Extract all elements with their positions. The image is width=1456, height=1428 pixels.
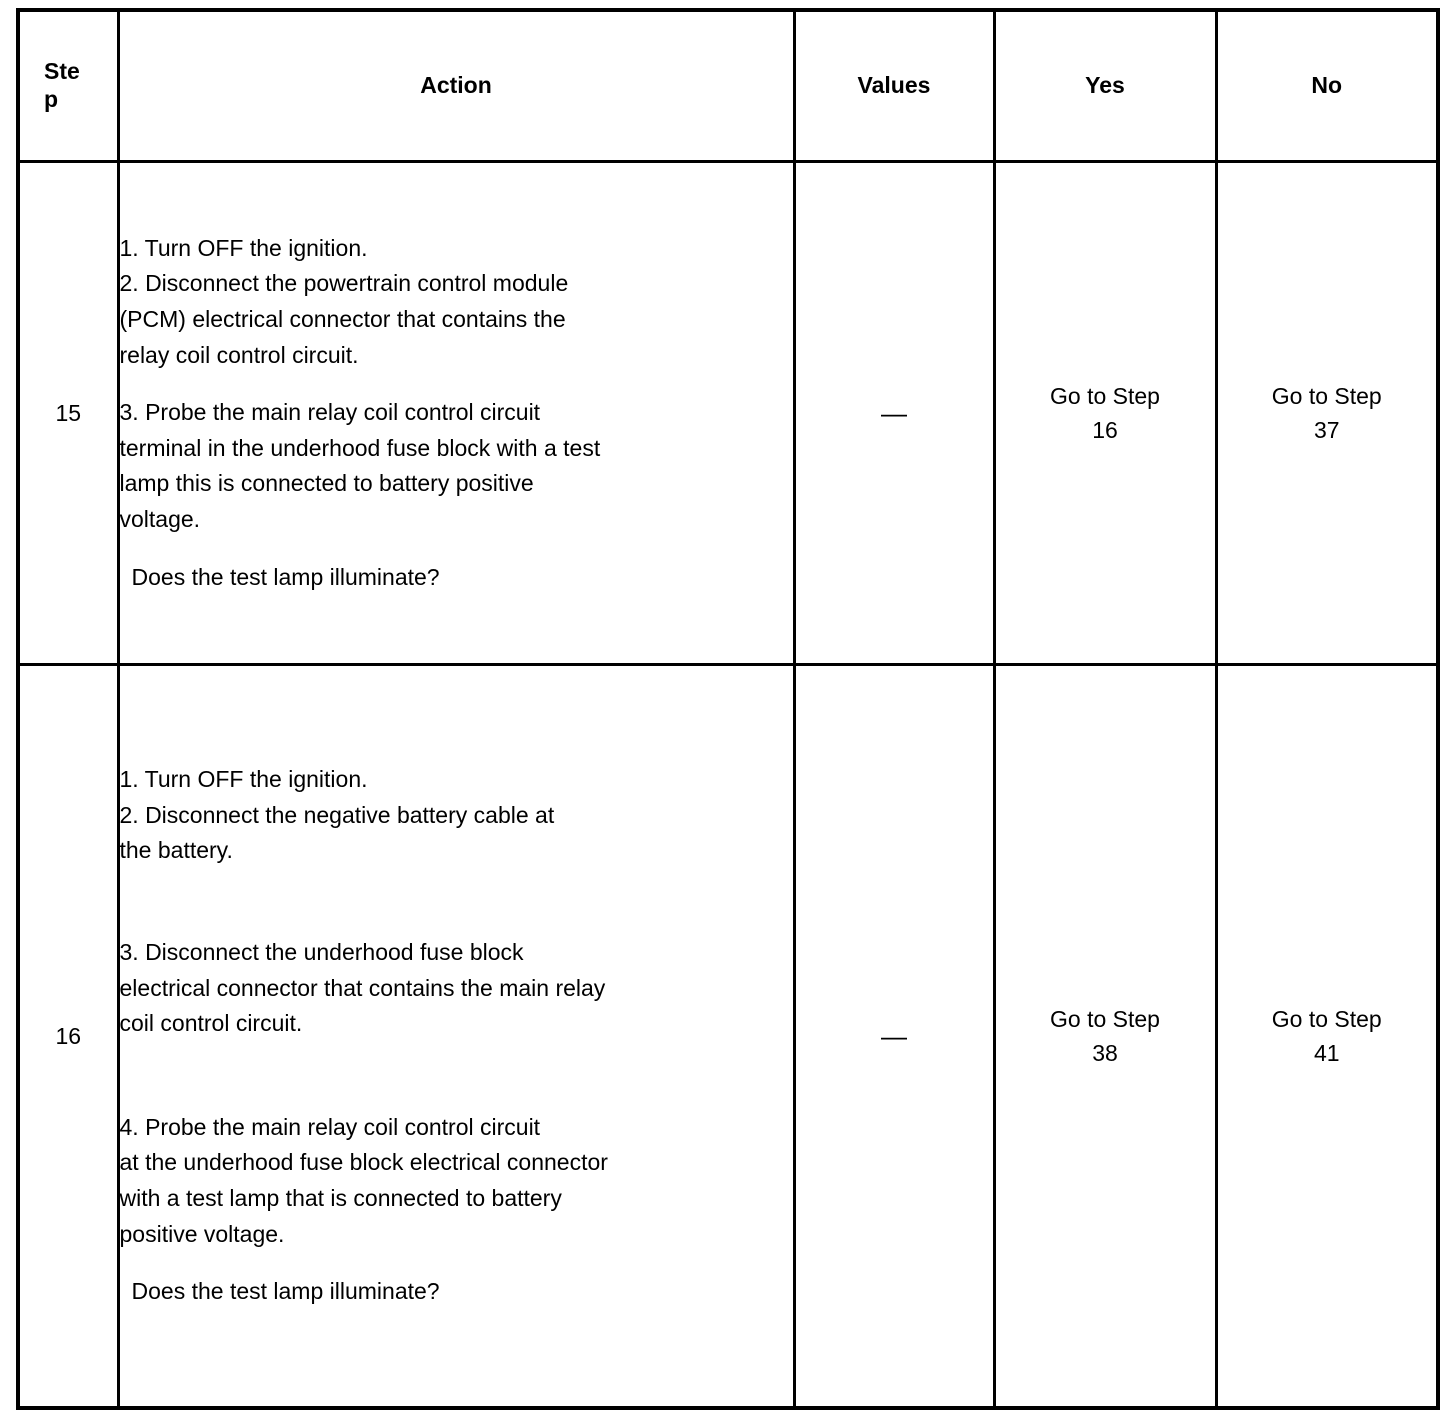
action-step-3-line-2: electrical connector that contains the main relay [119, 974, 606, 1001]
values-dash: — [881, 397, 907, 428]
diagnostic-procedure-table [16, 8, 1440, 1410]
header-row [18, 10, 1438, 162]
table-body [18, 162, 1438, 1409]
yes-branch-target: 16 [1092, 417, 1118, 443]
action-step-4-line-4: positive voltage. [119, 1220, 285, 1247]
action-step-2-line-1: 2. Disconnect the powertrain control module [119, 270, 569, 297]
no-branch [1216, 162, 1438, 665]
action-step-3-line-1: 3. Disconnect the underhood fuse block [119, 938, 524, 965]
action-step-4-line-1: 4. Probe the main relay coil control circuit [119, 1113, 541, 1140]
spacer [120, 1042, 793, 1110]
action-step-4-line-2: at the underhood fuse block electrical connector [119, 1149, 608, 1176]
column-header-step [18, 10, 118, 162]
spacer [120, 373, 793, 395]
action-content [118, 665, 794, 1409]
step-number: 16 [18, 665, 118, 1409]
step-number: 15 [18, 162, 118, 665]
action-step-3-line-3: lamp this is connected to battery positive [119, 470, 534, 497]
spacer [120, 1252, 793, 1274]
action-step-2-line-2: the battery. [119, 837, 233, 864]
action-step-2-line-3: relay coil control circuit. [119, 341, 359, 368]
action-step-3-line-4: voltage. [119, 506, 201, 533]
yes-branch-target: 38 [1092, 1040, 1118, 1066]
column-header-yes: Yes [994, 10, 1216, 162]
spacer [120, 869, 793, 935]
yes-branch [994, 665, 1216, 1409]
values-cell [794, 162, 994, 665]
no-branch-label: Go to Step [1271, 382, 1382, 409]
no-branch-target: 37 [1313, 417, 1340, 443]
yes-branch-label: Go to Step [1050, 1005, 1160, 1032]
action-step-4-line-3: with a test lamp that is connected to battery [119, 1185, 562, 1212]
action-step-2-line-1: 2. Disconnect the negative battery cable at [119, 801, 555, 828]
action-question: Does the test lamp illuminate? [131, 563, 440, 590]
yes-branch [994, 162, 1216, 665]
table-header [18, 10, 1438, 162]
no-branch-label: Go to Step [1271, 1005, 1382, 1032]
action-step-1: 1. Turn OFF the ignition. [119, 765, 368, 792]
table-row [18, 665, 1438, 1409]
column-header-values: Values [794, 10, 994, 162]
column-header-step-label: Step [44, 58, 80, 112]
action-step-2-line-2: (PCM) electrical connector that contains the [119, 305, 566, 332]
values-cell [794, 665, 994, 1409]
action-step-3-line-1: 3. Probe the main relay coil control circuit [119, 399, 541, 426]
values-dash: — [881, 1020, 907, 1051]
no-branch-target: 41 [1313, 1040, 1340, 1066]
column-header-no: No [1216, 10, 1438, 162]
spacer [120, 538, 793, 560]
action-content [118, 162, 794, 665]
table-row [18, 162, 1438, 665]
column-header-action: Action [118, 10, 794, 162]
action-step-3-line-3: coil control circuit. [119, 1010, 303, 1037]
action-step-1: 1. Turn OFF the ignition. [119, 234, 368, 261]
action-step-3-line-2: terminal in the underhood fuse block with a test [119, 434, 601, 461]
yes-branch-label: Go to Step [1050, 382, 1160, 409]
no-branch [1216, 665, 1438, 1409]
action-question: Does the test lamp illuminate? [131, 1278, 440, 1305]
